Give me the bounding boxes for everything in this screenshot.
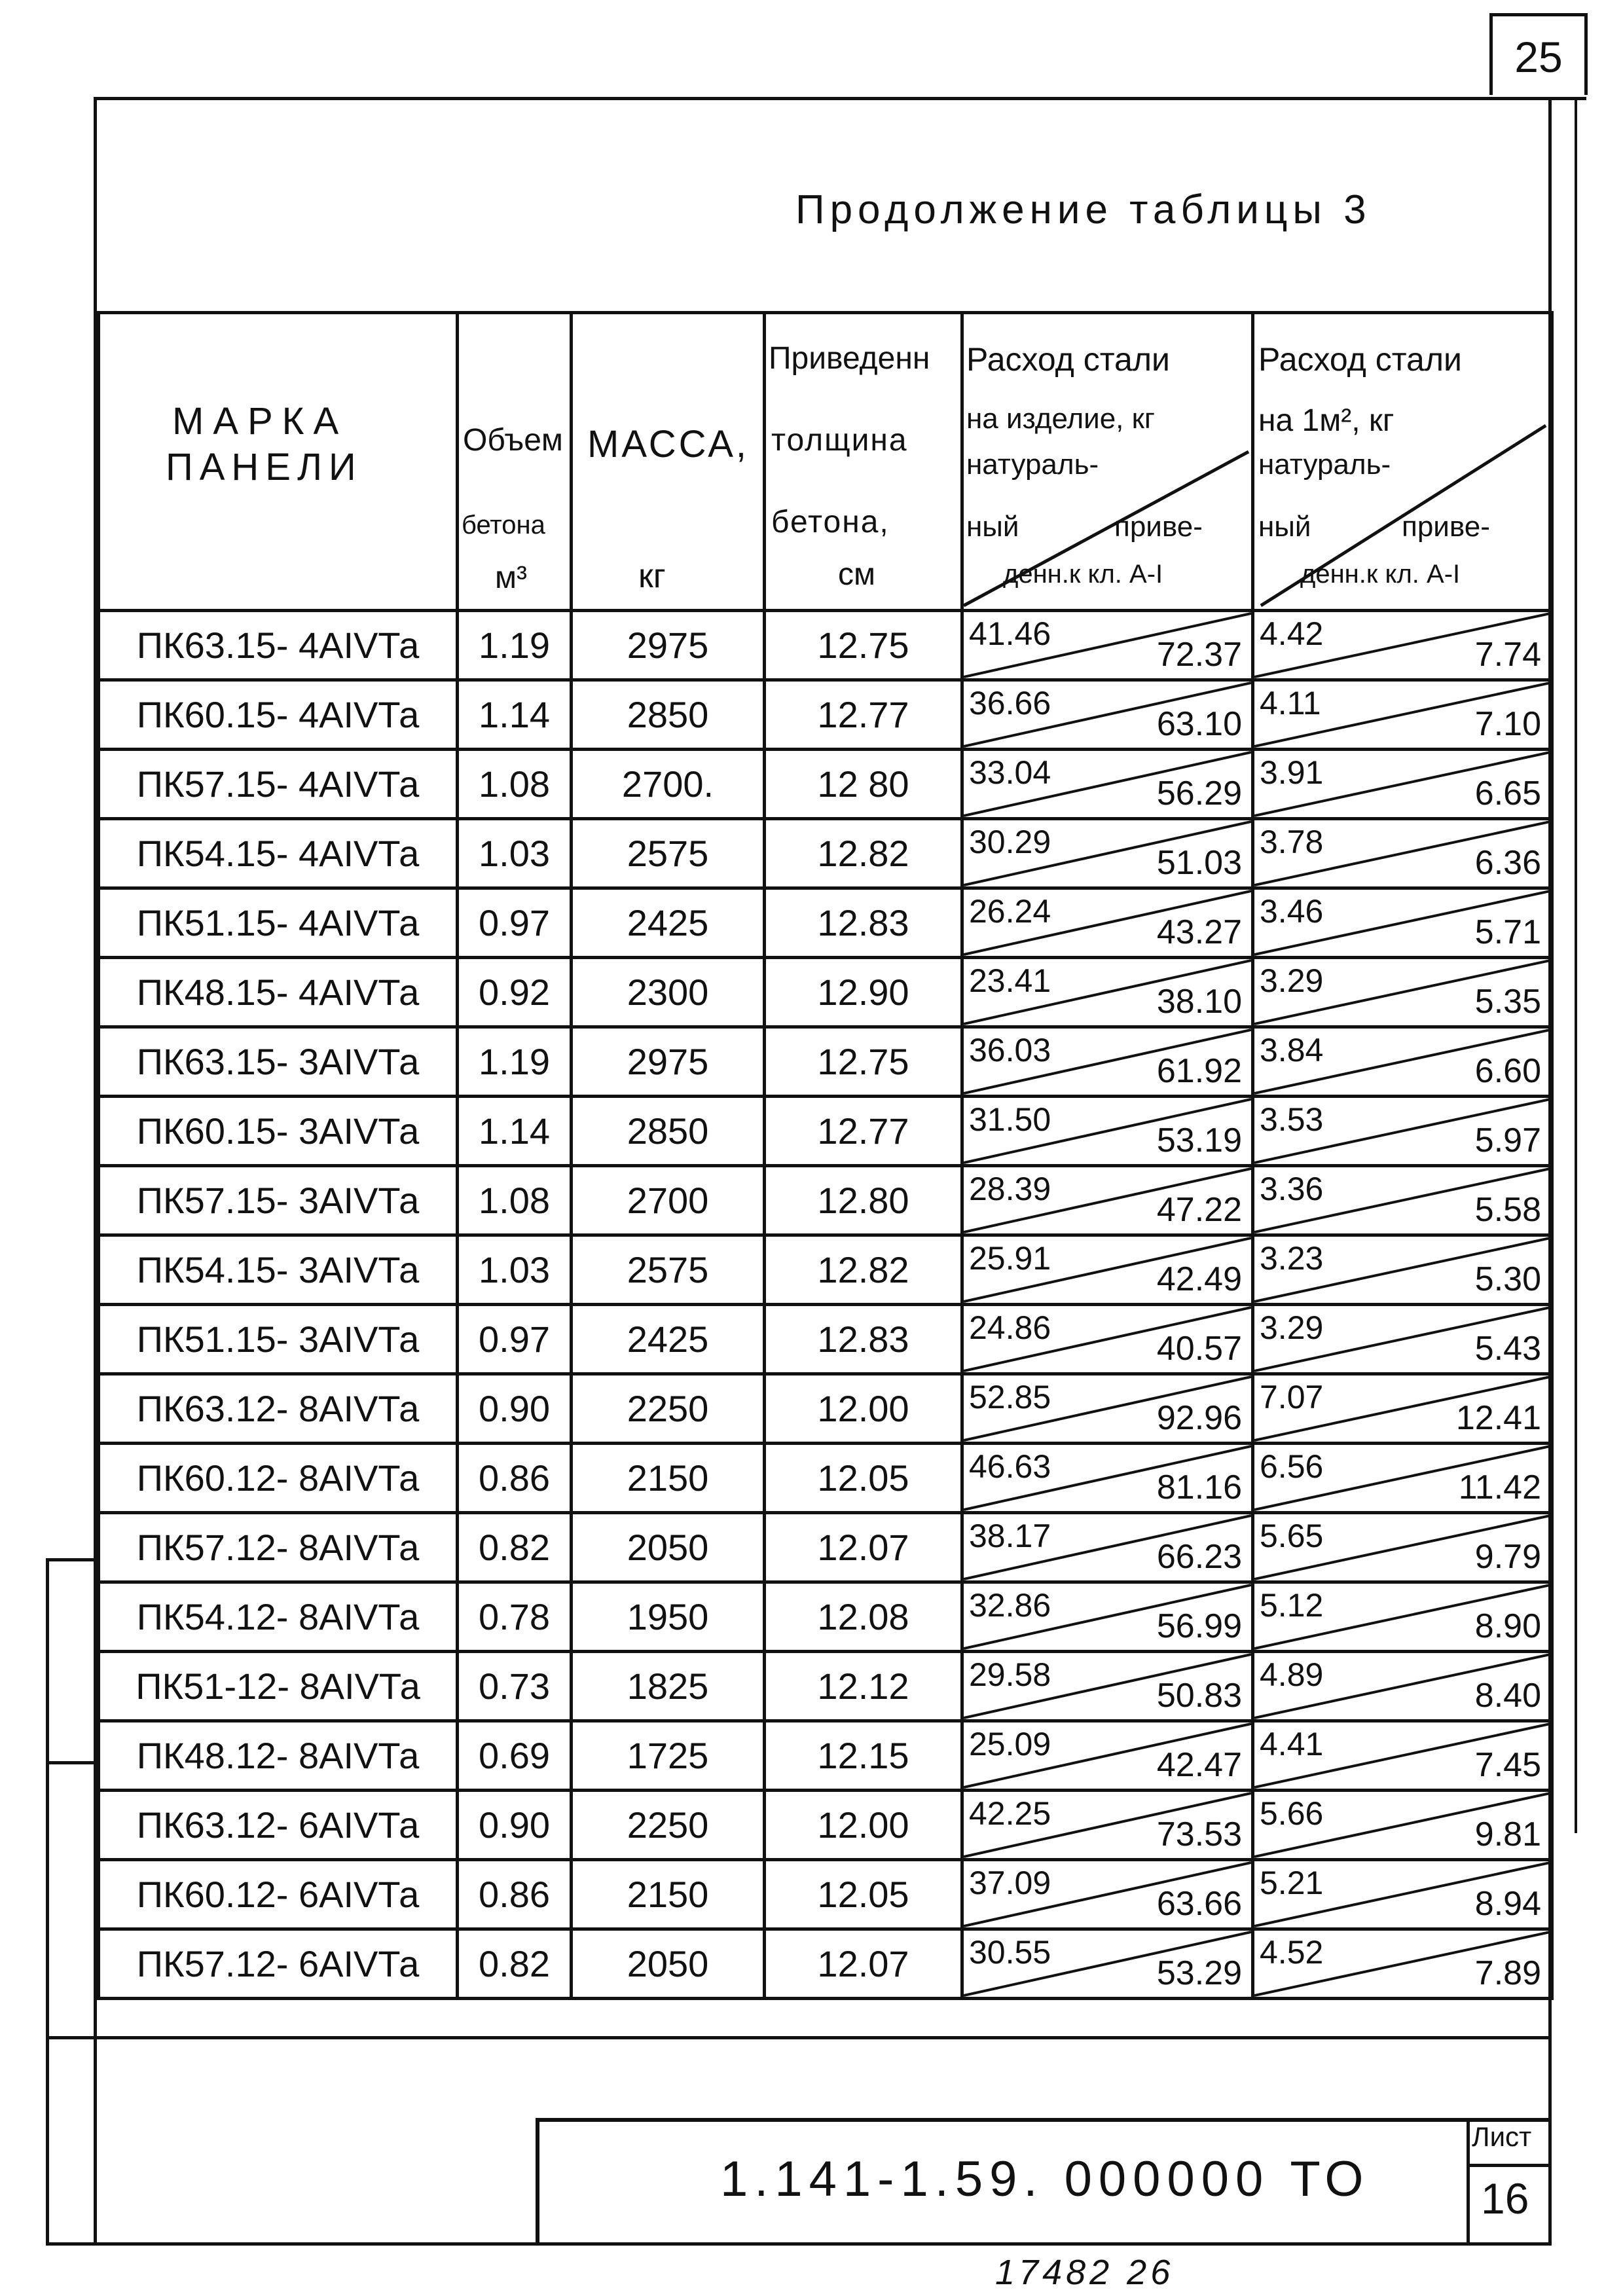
cell-steel-m2 bbox=[1253, 1027, 1552, 1097]
cell-thickness: 12.00 bbox=[765, 1374, 962, 1444]
steel-m2-reduced: 7.45 bbox=[1474, 1746, 1541, 1784]
cell-steel-item bbox=[962, 819, 1253, 888]
steel-item-reduced: 73.53 bbox=[1156, 1815, 1242, 1853]
sheet-number: 16 bbox=[1481, 2174, 1529, 2223]
header-steel-m2 bbox=[1253, 313, 1552, 611]
steel-item-reduced: 42.47 bbox=[1156, 1746, 1242, 1784]
steel-item-natural: 30.29 bbox=[969, 824, 1051, 860]
cell-mark: ПК57.12- 6АIVТа bbox=[99, 1929, 458, 1999]
cell-thickness: 12.83 bbox=[765, 888, 962, 958]
header-thickness-line3: бетона, bbox=[771, 505, 890, 539]
steel-consumption-table bbox=[97, 311, 1554, 2000]
cell-steel-item bbox=[962, 1929, 1253, 1999]
cell-volume: 1.14 bbox=[458, 1097, 572, 1166]
header-steel-item-divider bbox=[964, 314, 1251, 609]
cell-mass: 2850 bbox=[572, 680, 765, 750]
header-steel-m2-line4: ный bbox=[1258, 511, 1311, 543]
cell-volume: 0.82 bbox=[458, 1929, 572, 1999]
cell-thickness: 12.75 bbox=[765, 611, 962, 680]
cell-steel-item bbox=[962, 1513, 1253, 1582]
steel-m2-natural: 5.21 bbox=[1260, 1865, 1324, 1901]
table-row bbox=[99, 819, 1552, 888]
cell-steel-m2 bbox=[1253, 750, 1552, 819]
cell-volume: 0.90 bbox=[458, 1374, 572, 1444]
cell-thickness: 12.05 bbox=[765, 1444, 962, 1513]
header-thickness bbox=[765, 313, 962, 611]
steel-m2-natural: 3.36 bbox=[1260, 1171, 1324, 1207]
cell-steel-m2 bbox=[1253, 1721, 1552, 1791]
cell-steel-item bbox=[962, 888, 1253, 958]
steel-m2-natural: 3.29 bbox=[1260, 962, 1324, 999]
header-steel-m2-line1: Расход стали bbox=[1258, 341, 1462, 378]
header-steel-m2-divider bbox=[1254, 314, 1550, 609]
steel-item-reduced: 61.92 bbox=[1156, 1052, 1242, 1090]
table-row bbox=[99, 888, 1552, 958]
header-mass-line2: кг bbox=[638, 557, 666, 595]
cell-steel-m2 bbox=[1253, 958, 1552, 1027]
steel-m2-reduced: 6.65 bbox=[1474, 774, 1541, 812]
cell-steel-m2 bbox=[1253, 1235, 1552, 1305]
cell-mark: ПК63.12- 8АIVТа bbox=[99, 1374, 458, 1444]
steel-item-natural: 30.55 bbox=[969, 1934, 1051, 1971]
title-block-top-line bbox=[97, 2036, 1550, 2039]
cell-volume: 0.86 bbox=[458, 1860, 572, 1929]
table-row bbox=[99, 680, 1552, 750]
cell-steel-m2 bbox=[1253, 1929, 1552, 1999]
steel-item-reduced: 56.29 bbox=[1156, 774, 1242, 812]
steel-m2-natural: 3.84 bbox=[1260, 1032, 1324, 1068]
header-mark-line1: МАРКА bbox=[172, 400, 348, 443]
cell-volume: 1.19 bbox=[458, 1027, 572, 1097]
header-steel-m2-line5: приве- bbox=[1402, 511, 1490, 543]
header-mark-line2: ПАНЕЛИ bbox=[166, 446, 363, 488]
cell-volume: 1.19 bbox=[458, 611, 572, 680]
header-steel-item-line4: ный bbox=[966, 511, 1019, 543]
cell-mark: ПК51.15- 4АIVТа bbox=[99, 888, 458, 958]
cell-steel-m2 bbox=[1253, 1374, 1552, 1444]
steel-m2-natural: 5.65 bbox=[1260, 1518, 1324, 1554]
steel-item-natural: 46.63 bbox=[969, 1448, 1051, 1485]
cell-steel-item bbox=[962, 1791, 1253, 1860]
document-code: 1.141-1.59. 000000 ТО bbox=[720, 2151, 1370, 2207]
steel-m2-reduced: 8.94 bbox=[1474, 1885, 1541, 1923]
cell-mass: 2050 bbox=[572, 1929, 765, 1999]
steel-m2-reduced: 7.74 bbox=[1474, 636, 1541, 674]
cell-steel-item bbox=[962, 611, 1253, 680]
steel-item-reduced: 38.10 bbox=[1156, 983, 1242, 1021]
cell-thickness: 12.90 bbox=[765, 958, 962, 1027]
table-row bbox=[99, 958, 1552, 1027]
steel-m2-reduced: 9.81 bbox=[1474, 1815, 1541, 1853]
cell-mark: ПК51-12- 8АIVТа bbox=[99, 1652, 458, 1721]
cell-steel-item bbox=[962, 1444, 1253, 1513]
cell-thickness: 12.82 bbox=[765, 1235, 962, 1305]
steel-m2-natural: 4.41 bbox=[1260, 1726, 1324, 1762]
table-row bbox=[99, 1652, 1552, 1721]
cell-steel-item bbox=[962, 958, 1253, 1027]
cell-thickness: 12.77 bbox=[765, 680, 962, 750]
table-row bbox=[99, 1374, 1552, 1444]
cell-mass: 1825 bbox=[572, 1652, 765, 1721]
cell-steel-m2 bbox=[1253, 819, 1552, 888]
cell-mass: 2300 bbox=[572, 958, 765, 1027]
steel-item-natural: 33.04 bbox=[969, 754, 1051, 791]
steel-m2-reduced: 5.71 bbox=[1474, 913, 1541, 951]
table-row bbox=[99, 1166, 1552, 1235]
header-steel-item-line3: натураль- bbox=[966, 448, 1099, 481]
steel-m2-reduced: 6.60 bbox=[1474, 1052, 1541, 1090]
table-row bbox=[99, 611, 1552, 680]
steel-item-reduced: 81.16 bbox=[1156, 1468, 1242, 1506]
cell-thickness: 12.75 bbox=[765, 1027, 962, 1097]
steel-item-natural: 52.85 bbox=[969, 1379, 1051, 1415]
cell-steel-item bbox=[962, 1097, 1253, 1166]
table-row bbox=[99, 1791, 1552, 1860]
cell-steel-m2 bbox=[1253, 888, 1552, 958]
steel-m2-reduced: 9.79 bbox=[1474, 1538, 1541, 1576]
cell-mass: 2850 bbox=[572, 1097, 765, 1166]
steel-m2-natural: 3.53 bbox=[1260, 1101, 1324, 1138]
steel-item-reduced: 42.49 bbox=[1156, 1260, 1242, 1298]
table-row bbox=[99, 1444, 1552, 1513]
sheet-box-divider bbox=[1467, 2164, 1552, 2167]
cell-mass: 2575 bbox=[572, 819, 765, 888]
steel-m2-reduced: 5.35 bbox=[1474, 983, 1541, 1021]
cell-mass: 2975 bbox=[572, 611, 765, 680]
steel-m2-reduced: 7.10 bbox=[1474, 705, 1541, 743]
steel-m2-reduced: 5.97 bbox=[1474, 1121, 1541, 1159]
header-steel-item-line5: приве- bbox=[1114, 511, 1203, 543]
cell-thickness: 12.77 bbox=[765, 1097, 962, 1166]
cell-volume: 1.03 bbox=[458, 819, 572, 888]
header-thickness-line2: толщина bbox=[771, 423, 908, 458]
steel-item-natural: 36.66 bbox=[969, 685, 1051, 721]
table-row bbox=[99, 1305, 1552, 1374]
cell-mass: 2150 bbox=[572, 1444, 765, 1513]
table-row bbox=[99, 1027, 1552, 1097]
steel-item-reduced: 40.57 bbox=[1156, 1330, 1242, 1368]
cell-steel-m2 bbox=[1253, 1791, 1552, 1860]
cell-mass: 2700. bbox=[572, 750, 765, 819]
header-mass-line1: МАССА, bbox=[587, 423, 750, 465]
cell-thickness: 12.07 bbox=[765, 1929, 962, 1999]
cell-steel-m2 bbox=[1253, 680, 1552, 750]
steel-m2-natural: 3.23 bbox=[1260, 1240, 1324, 1277]
steel-item-reduced: 53.19 bbox=[1156, 1121, 1242, 1159]
header-steel-item-line2: на изделие, кг bbox=[966, 403, 1155, 435]
steel-m2-reduced: 5.30 bbox=[1474, 1260, 1541, 1298]
page-edge-line bbox=[1575, 98, 1577, 1833]
steel-item-natural: 36.03 bbox=[969, 1032, 1051, 1068]
cell-mark: ПК57.15- 4АIVТа bbox=[99, 750, 458, 819]
steel-m2-reduced: 7.89 bbox=[1474, 1954, 1541, 1992]
cell-mass: 2050 bbox=[572, 1513, 765, 1582]
header-thickness-line4: см bbox=[838, 557, 875, 592]
header-volume-line2: бетона bbox=[462, 511, 545, 539]
steel-item-reduced: 63.10 bbox=[1156, 705, 1242, 743]
steel-item-natural: 24.86 bbox=[969, 1309, 1051, 1346]
cell-steel-m2 bbox=[1253, 1652, 1552, 1721]
cell-mass: 2250 bbox=[572, 1374, 765, 1444]
cell-steel-item bbox=[962, 680, 1253, 750]
steel-item-reduced: 50.83 bbox=[1156, 1677, 1242, 1715]
cell-steel-m2 bbox=[1253, 1097, 1552, 1166]
table-row bbox=[99, 750, 1552, 819]
cell-mark: ПК48.12- 8АIVТа bbox=[99, 1721, 458, 1791]
cell-volume: 0.92 bbox=[458, 958, 572, 1027]
cell-steel-item bbox=[962, 1374, 1253, 1444]
cell-steel-m2 bbox=[1253, 1444, 1552, 1513]
cell-volume: 1.14 bbox=[458, 680, 572, 750]
cell-thickness: 12.05 bbox=[765, 1860, 962, 1929]
header-steel-m2-line2: на 1м², кг bbox=[1258, 403, 1395, 438]
table-row bbox=[99, 1582, 1552, 1652]
cell-thickness: 12.12 bbox=[765, 1652, 962, 1721]
cell-mark: ПК63.15- 4АIVТа bbox=[99, 611, 458, 680]
cell-mark: ПК60.15- 3АIVТа bbox=[99, 1097, 458, 1166]
steel-item-natural: 25.09 bbox=[969, 1726, 1051, 1762]
cell-mark: ПК54.15- 4АIVТа bbox=[99, 819, 458, 888]
cell-volume: 1.08 bbox=[458, 1166, 572, 1235]
cell-mass: 2150 bbox=[572, 1860, 765, 1929]
cell-volume: 0.97 bbox=[458, 1305, 572, 1374]
handwritten-note: 17482 26 bbox=[995, 2253, 1175, 2292]
cell-thickness: 12.83 bbox=[765, 1305, 962, 1374]
cell-volume: 0.73 bbox=[458, 1652, 572, 1721]
steel-m2-natural: 5.66 bbox=[1260, 1795, 1324, 1832]
cell-steel-item bbox=[962, 1235, 1253, 1305]
cell-mass: 2700 bbox=[572, 1166, 765, 1235]
steel-m2-reduced: 6.36 bbox=[1474, 844, 1541, 882]
cell-mass: 2425 bbox=[572, 888, 765, 958]
cell-thickness: 12.07 bbox=[765, 1513, 962, 1582]
cell-mark: ПК57.15- 3АIVТа bbox=[99, 1166, 458, 1235]
steel-m2-natural: 7.07 bbox=[1260, 1379, 1324, 1415]
cell-mark: ПК60.12- 8АIVТа bbox=[99, 1444, 458, 1513]
steel-item-natural: 31.50 bbox=[969, 1101, 1051, 1138]
cell-mark: ПК54.12- 8АIVТа bbox=[99, 1582, 458, 1652]
frame-bottom-line bbox=[46, 2242, 1552, 2246]
header-mass bbox=[572, 313, 765, 611]
steel-item-reduced: 53.29 bbox=[1156, 1954, 1242, 1992]
binding-strip-tick-3 bbox=[46, 2036, 97, 2039]
steel-m2-natural: 3.91 bbox=[1260, 754, 1324, 791]
cell-mass: 2425 bbox=[572, 1305, 765, 1374]
cell-thickness: 12 80 bbox=[765, 750, 962, 819]
header-thickness-line1: Приведенн bbox=[769, 341, 930, 376]
steel-item-natural: 29.58 bbox=[969, 1656, 1051, 1693]
cell-mark: ПК60.15- 4АIVТа bbox=[99, 680, 458, 750]
cell-mark: ПК54.15- 3АIVТа bbox=[99, 1235, 458, 1305]
table-header-row bbox=[99, 313, 1552, 611]
header-steel-item-line1: Расход стали bbox=[966, 341, 1170, 378]
table-row bbox=[99, 1097, 1552, 1166]
cell-thickness: 12.15 bbox=[765, 1721, 962, 1791]
table-row bbox=[99, 1721, 1552, 1791]
header-steel-item bbox=[962, 313, 1253, 611]
cell-steel-m2 bbox=[1253, 1513, 1552, 1582]
steel-item-reduced: 66.23 bbox=[1156, 1538, 1242, 1576]
cell-mark: ПК63.15- 3АIVТа bbox=[99, 1027, 458, 1097]
steel-item-natural: 26.24 bbox=[969, 893, 1051, 930]
steel-m2-reduced: 11.42 bbox=[1458, 1468, 1541, 1506]
table-row bbox=[99, 1235, 1552, 1305]
steel-item-natural: 28.39 bbox=[969, 1171, 1051, 1207]
steel-m2-natural: 6.56 bbox=[1260, 1448, 1324, 1485]
cell-mass: 2975 bbox=[572, 1027, 765, 1097]
cell-steel-item bbox=[962, 1582, 1253, 1652]
steel-m2-natural: 4.89 bbox=[1260, 1656, 1324, 1693]
cell-mass: 2575 bbox=[572, 1235, 765, 1305]
steel-item-natural: 23.41 bbox=[969, 962, 1051, 999]
cell-mark: ПК63.12- 6АIVТа bbox=[99, 1791, 458, 1860]
cell-steel-m2 bbox=[1253, 1166, 1552, 1235]
cell-steel-item bbox=[962, 1305, 1253, 1374]
frame-top-line bbox=[94, 97, 1586, 100]
steel-m2-natural: 5.12 bbox=[1260, 1587, 1324, 1624]
steel-m2-natural: 3.46 bbox=[1260, 893, 1324, 930]
table-row bbox=[99, 1860, 1552, 1929]
steel-item-reduced: 51.03 bbox=[1156, 844, 1242, 882]
steel-m2-reduced: 5.43 bbox=[1474, 1330, 1541, 1368]
steel-m2-natural: 3.78 bbox=[1260, 824, 1324, 860]
steel-m2-natural: 4.11 bbox=[1260, 685, 1321, 721]
cell-steel-item bbox=[962, 750, 1253, 819]
steel-item-reduced: 56.99 bbox=[1156, 1607, 1242, 1645]
steel-m2-reduced: 5.58 bbox=[1474, 1191, 1541, 1229]
steel-item-natural: 38.17 bbox=[969, 1518, 1051, 1554]
header-steel-m2-line3: натураль- bbox=[1258, 448, 1391, 481]
cell-volume: 1.03 bbox=[458, 1235, 572, 1305]
cell-mark: ПК60.12- 6АIVТа bbox=[99, 1860, 458, 1929]
cell-mark: ПК57.12- 8АIVТа bbox=[99, 1513, 458, 1582]
header-volume bbox=[458, 313, 572, 611]
cell-mark: ПК48.15- 4АIVТа bbox=[99, 958, 458, 1027]
cell-thickness: 12.08 bbox=[765, 1582, 962, 1652]
header-mark bbox=[99, 313, 458, 611]
cell-volume: 0.78 bbox=[458, 1582, 572, 1652]
page-number: 25 bbox=[1489, 13, 1588, 95]
cell-steel-m2 bbox=[1253, 1860, 1552, 1929]
steel-item-natural: 32.86 bbox=[969, 1587, 1051, 1624]
cell-mark: ПК51.15- 3АIVТа bbox=[99, 1305, 458, 1374]
cell-volume: 0.69 bbox=[458, 1721, 572, 1791]
cell-steel-m2 bbox=[1253, 611, 1552, 680]
steel-item-natural: 42.25 bbox=[969, 1795, 1051, 1832]
steel-item-reduced: 43.27 bbox=[1156, 913, 1242, 951]
cell-thickness: 12.00 bbox=[765, 1791, 962, 1860]
cell-volume: 0.90 bbox=[458, 1791, 572, 1860]
table-row bbox=[99, 1929, 1552, 1999]
cell-volume: 1.08 bbox=[458, 750, 572, 819]
cell-volume: 0.82 bbox=[458, 1513, 572, 1582]
cell-steel-item bbox=[962, 1721, 1253, 1791]
table-row bbox=[99, 1513, 1552, 1582]
steel-item-reduced: 47.22 bbox=[1156, 1191, 1242, 1229]
header-volume-line3: м³ bbox=[495, 560, 527, 595]
cell-volume: 0.97 bbox=[458, 888, 572, 958]
cell-steel-m2 bbox=[1253, 1305, 1552, 1374]
steel-m2-natural: 3.29 bbox=[1260, 1309, 1324, 1346]
steel-m2-reduced: 8.40 bbox=[1474, 1677, 1541, 1715]
steel-m2-natural: 4.52 bbox=[1260, 1934, 1324, 1971]
cell-steel-item bbox=[962, 1027, 1253, 1097]
steel-item-reduced: 72.37 bbox=[1156, 636, 1242, 674]
steel-m2-natural: 4.42 bbox=[1260, 615, 1324, 652]
cell-steel-item bbox=[962, 1166, 1253, 1235]
binding-strip-tick-1 bbox=[46, 1558, 97, 1561]
steel-item-reduced: 92.96 bbox=[1156, 1399, 1242, 1437]
steel-item-natural: 41.46 bbox=[969, 615, 1051, 652]
steel-m2-reduced: 8.90 bbox=[1474, 1607, 1541, 1645]
table-body bbox=[99, 611, 1552, 1999]
cell-steel-m2 bbox=[1253, 1582, 1552, 1652]
cell-thickness: 12.82 bbox=[765, 819, 962, 888]
header-steel-m2-line6: денн.к кл. А-I bbox=[1300, 560, 1461, 589]
cell-steel-item bbox=[962, 1652, 1253, 1721]
binding-strip-tick-2 bbox=[46, 1761, 97, 1764]
steel-item-natural: 25.91 bbox=[969, 1240, 1051, 1277]
steel-m2-reduced: 12.41 bbox=[1455, 1399, 1541, 1437]
sheet-label: Лист bbox=[1472, 2121, 1532, 2152]
cell-mass: 1725 bbox=[572, 1721, 765, 1791]
steel-item-reduced: 63.66 bbox=[1156, 1885, 1242, 1923]
header-steel-item-line6: денн.к кл. А-I bbox=[1003, 560, 1163, 589]
cell-steel-item bbox=[962, 1860, 1253, 1929]
header-volume-line1: Объем bbox=[463, 423, 563, 458]
cell-volume: 0.86 bbox=[458, 1444, 572, 1513]
steel-item-natural: 37.09 bbox=[969, 1865, 1051, 1901]
cell-thickness: 12.80 bbox=[765, 1166, 962, 1235]
binding-strip-line bbox=[46, 1558, 49, 2246]
cell-mass: 1950 bbox=[572, 1582, 765, 1652]
cell-mass: 2250 bbox=[572, 1791, 765, 1860]
continuation-title: Продолжение таблицы 3 bbox=[795, 187, 1372, 232]
